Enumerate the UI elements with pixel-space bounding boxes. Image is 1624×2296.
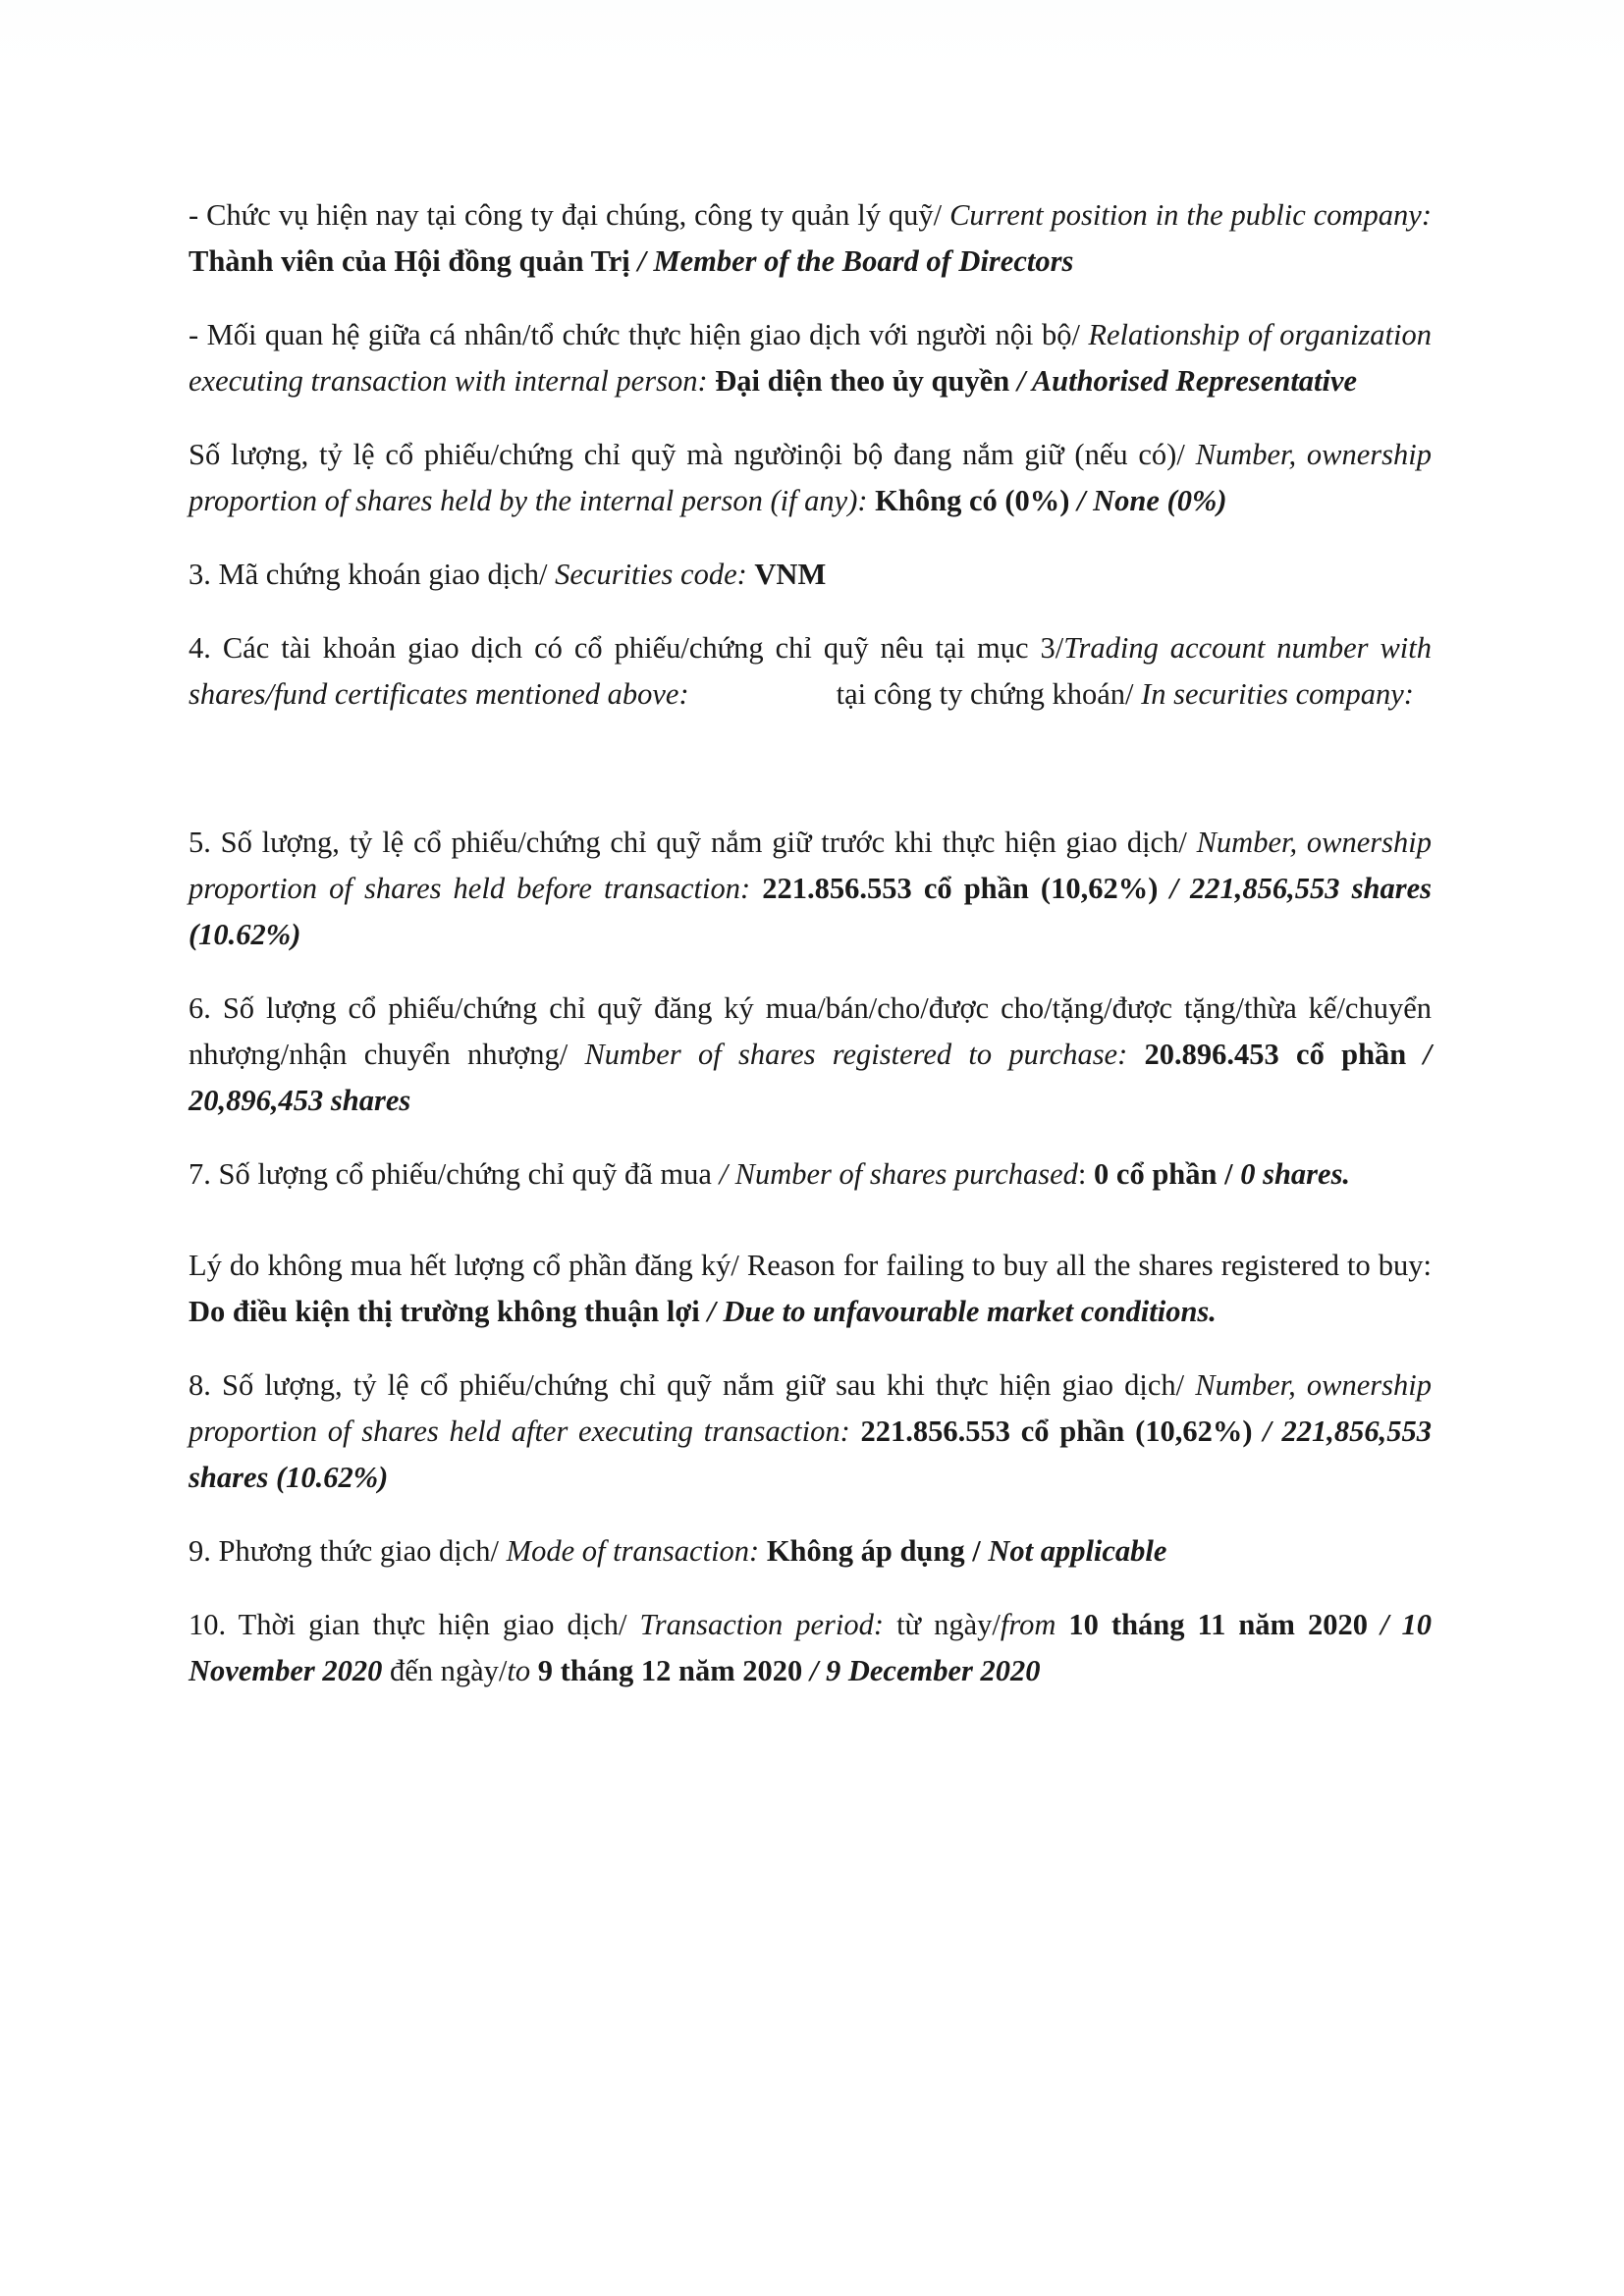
item7-value-en: 0 shares. (1240, 1157, 1351, 1191)
current-position-value-vi: Thành viên của Hội đồng quản Trị (189, 244, 630, 278)
relationship-value-en: Authorised Representative (1031, 364, 1358, 398)
paragraph-item8-after-transaction (189, 1362, 1432, 1501)
item6-number: 6. (189, 991, 223, 1025)
item10-from-vi: từ ngày/ (896, 1608, 1001, 1641)
reason-separator: / (699, 1295, 724, 1328)
item8-value-vi: 221.856.553 cổ phần (10,62%) (860, 1415, 1253, 1448)
relationship-label-en: Relationship of organization executing transaction with internal person: (189, 318, 1432, 398)
paragraph-item5-before-transaction (189, 820, 1432, 958)
held-separator: / (1069, 484, 1094, 517)
item4-label-en: Trading account number with shares/fund certificates mentioned above: (189, 631, 1432, 711)
current-position-label-vi: - Chức vụ hiện nay tại công ty đại chúng, công ty quản lý quỹ/ (189, 198, 950, 232)
item9-number: 9. (189, 1534, 219, 1568)
item5-label-en: Number, ownership proportion of shares held before transaction: (189, 826, 1432, 905)
item10-to-date-en: 9 December 2020 (825, 1654, 1041, 1687)
paragraph-reason-for-failing (189, 1243, 1432, 1335)
held-label-vi: Số lượng, tỷ lệ cổ phiếu/chứng chỉ quỹ mà ngườinội bộ đang nắm giữ (nếu có)/ (189, 438, 1196, 471)
item8-label-vi: Số lượng, tỷ lệ cổ phiếu/chứng chỉ quỹ nắm giữ sau khi thực hiện giao dịch/ (222, 1368, 1196, 1402)
item6-value-vi: 20.896.453 cổ phần (1144, 1038, 1407, 1071)
item10-label-vi: Thời gian thực hiện giao dịch/ (238, 1608, 640, 1641)
item10-label-en: Transaction period: (639, 1608, 897, 1641)
item7-label-vi: Số lượng cổ phiếu/chứng chỉ quỹ đã mua (218, 1157, 720, 1191)
item7-value-vi: 0 cổ phần (1094, 1157, 1218, 1191)
item3-value: VNM (754, 558, 827, 591)
document-body (189, 192, 1432, 1694)
item8-number: 8. (189, 1368, 222, 1402)
item10-separator-2: / (802, 1654, 826, 1687)
item9-value-vi: Không áp dụng (766, 1534, 965, 1568)
held-label-en: Number, ownership proportion of shares held by the internal person (if any): (189, 438, 1432, 517)
item6-label-vi: Số lượng cổ phiếu/chứng chỉ quỹ đăng ký mua/bán/cho/được cho/tặng/được tặng/thừa kế/chuyển nhượng/nhận chuyển nhượng/ (189, 991, 1433, 1071)
item6-label-en: Number of shares registered to purchase: (584, 1038, 1145, 1071)
item10-from-date-en: 10 November 2020 (189, 1608, 1432, 1687)
current-position-separator: / (629, 244, 654, 278)
relationship-separator: / (1009, 364, 1032, 398)
item5-value-vi: 221.856.553 cổ phần (10,62%) (762, 872, 1159, 905)
paragraph-held-by-internal-person (189, 432, 1432, 524)
item5-label-vi: Số lượng, tỷ lệ cổ phiếu/chứng chỉ quỹ nắm giữ trước khi thực hiện giao dịch/ (220, 826, 1197, 859)
held-value-en: None (0%) (1093, 484, 1227, 517)
item6-separator: / (1406, 1038, 1432, 1071)
reason-value-en: Due to unfavourable market conditions. (723, 1295, 1217, 1328)
item3-number: 3. (189, 558, 219, 591)
item5-value-en: 221,856,553 shares (10.62%) (189, 872, 1432, 951)
reason-value-vi: Do điều kiện thị trường không thuận lợi (189, 1295, 700, 1328)
paragraph-item10-transaction-period (189, 1602, 1432, 1694)
item7-label-en: / Number of shares purchased (719, 1157, 1078, 1191)
item3-label-en: Securities code: (555, 558, 755, 591)
paragraph-item6-registered (189, 986, 1432, 1124)
reason-label-en: Reason for failing to buy all the shares registered to buy: (746, 1249, 1432, 1282)
item9-separator: / (964, 1534, 989, 1568)
item7-number: 7. (189, 1157, 219, 1191)
item6-value-en: 20,896,453 shares (189, 1084, 411, 1117)
item10-number: 10. (189, 1608, 239, 1641)
item9-label-en: Mode of transaction: (506, 1534, 767, 1568)
paragraph-item4-trading-account (189, 625, 1432, 718)
current-position-label-en: Current position in the public company: (949, 198, 1432, 232)
item4-label-en-2: In securities company: (1141, 677, 1414, 711)
paragraph-item9-mode (189, 1528, 1432, 1575)
item10-to-vi: đến ngày/ (382, 1654, 508, 1687)
item5-number: 5. (189, 826, 221, 859)
paragraph-relationship (189, 312, 1432, 404)
item9-value-en: Not applicable (988, 1534, 1167, 1568)
paragraph-item3-securities-code (189, 552, 1432, 598)
item8-value-en: 221,856,553 shares (10.62%) (189, 1415, 1432, 1494)
item10-separator-1: / (1367, 1608, 1402, 1641)
paragraph-current-position (189, 192, 1432, 285)
item7-colon: : (1077, 1157, 1095, 1191)
item10-to-date-vi: 9 tháng 12 năm 2020 (537, 1654, 803, 1687)
item4-label-vi-2: tại công ty chứng khoán/ (836, 677, 1142, 711)
item4-number: 4. (189, 631, 223, 665)
current-position-value-en: Member of the Board of Directors (653, 244, 1074, 278)
item7-separator: / (1217, 1157, 1241, 1191)
item10-to-en: to (507, 1654, 538, 1687)
held-value-vi: Không có (0%) (875, 484, 1070, 517)
item8-label-en: Number, ownership proportion of shares held after executing transaction: (189, 1368, 1432, 1448)
item8-separator: / (1252, 1415, 1282, 1448)
item10-from-en: from (1000, 1608, 1069, 1641)
item9-label-vi: Phương thức giao dịch/ (218, 1534, 507, 1568)
reason-label-vi: Lý do không mua hết lượng cổ phần đăng ký/ (189, 1249, 747, 1282)
item5-separator: / (1158, 872, 1191, 905)
relationship-label-vi: - Mối quan hệ giữa cá nhân/tổ chức thực hiện giao dịch với người nội bộ/ (189, 318, 1089, 351)
item4-label-vi: Các tài khoản giao dịch có cổ phiếu/chứng chỉ quỹ nêu tại mục 3/ (222, 631, 1064, 665)
relationship-value-vi: Đại diện theo ủy quyền (715, 364, 1010, 398)
item3-label-vi: Mã chứng khoán giao dịch/ (218, 558, 556, 591)
paragraph-item7-purchased (189, 1151, 1432, 1198)
item10-from-date-vi: 10 tháng 11 năm 2020 (1068, 1608, 1368, 1641)
